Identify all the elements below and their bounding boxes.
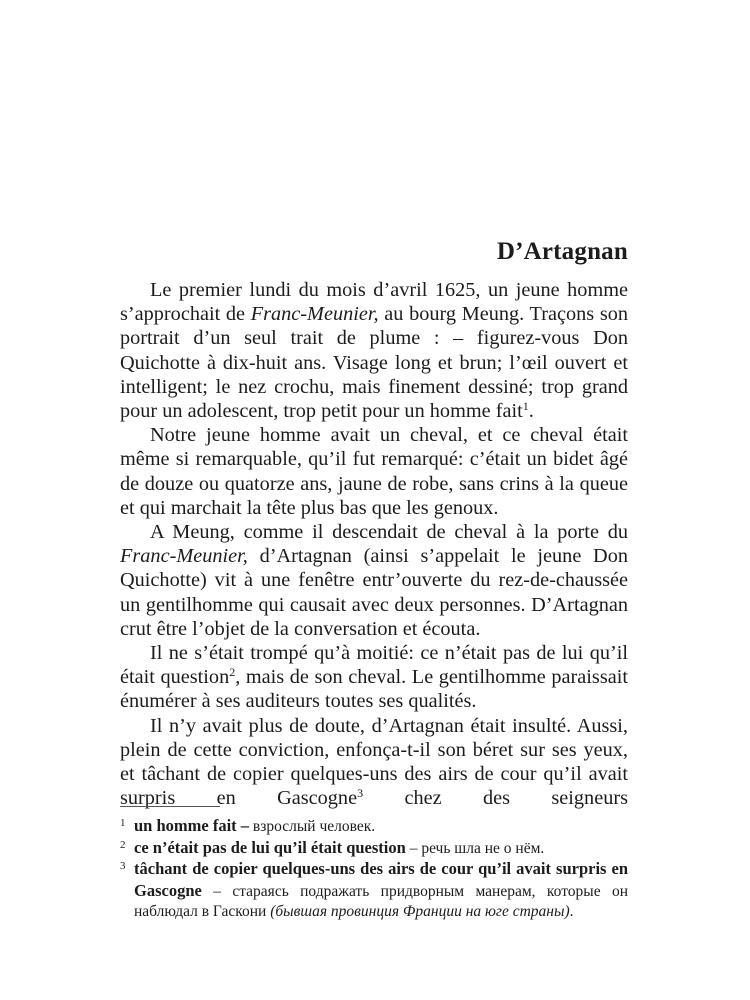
book-page: [120, 0, 628, 1000]
paragraph-5-text-a: Il n’y avait plus de doute, d’Artagnan était insulté. Aussi, plein de cette conviction, enfonça-t-il son béret sur ses yeux, et tâchant de copier quelques-uns des airs de cour qu’il avait surpris en Gascogne: [120, 714, 628, 810]
paragraph-3-italic: Franc-Meunier,: [120, 545, 248, 568]
footnote-text: – речь шла не о нём.: [405, 839, 545, 857]
footnote-text: взрослый человек.: [249, 818, 376, 835]
footnote-divider: [120, 806, 220, 807]
footnote-number: 1: [120, 817, 126, 829]
footnote-ref-2: 2: [229, 665, 236, 680]
paragraph-1-text-a: Le premier lundi du mois d’avril 1625, un jeune homme s’approchait de: [120, 279, 628, 326]
footnote-term: ce n’était pas de lui qu’il était question: [134, 837, 406, 857]
footnote-term: un homme fait –: [134, 816, 250, 835]
footnote-ref-3: 3: [357, 786, 364, 801]
paragraph-1-italic: Franc-Meunier,: [250, 303, 379, 326]
footnote-1: [120, 816, 628, 838]
footnote-tail: .: [569, 903, 574, 920]
footnote-number: 2: [120, 838, 126, 851]
paragraph-1-text-d: .: [528, 400, 534, 423]
paragraph-5: [120, 714, 628, 811]
paragraph-1-text-c: au bourg Meung. Traçons son portrait d’un seul trait de plume : – figurez-vous Don Quichotte à dix-huit ans. Visage long et brun; l’œil ouvert et intelligent; le nez crochu, mais finement dessiné; trop grand pour un adolescent, trop petit pour un homme fait: [120, 303, 628, 423]
footnote-term: tâchant de copier quelques-uns des airs de cour qu’il avait surpris en Gascogne: [134, 859, 628, 900]
footnote-number: 3: [120, 860, 126, 872]
paragraph-4-text-b: , mais de son cheval. Le gentilhomme paraissait énumérer à ses auditeurs toutes ses qualités.: [120, 666, 628, 713]
paragraph-4: [120, 641, 628, 714]
paragraph-4-text-a: Il ne s’était trompé qu’à moitié: ce n’était pas de lui qu’il était question: [120, 642, 628, 689]
footnote-italic: (бывшая провинция Франции на юге страны): [270, 903, 570, 920]
footnote-2: [120, 838, 628, 860]
footnote-3: [120, 859, 628, 923]
paragraph-1: [120, 278, 628, 423]
paragraph-3-text-a: A Meung, comme il descendait de cheval à la porte du: [150, 521, 628, 544]
footnote-ref-1: 1: [522, 399, 529, 414]
footnotes: [120, 816, 628, 923]
paragraph-3: [120, 520, 628, 641]
chapter-title: D’Artagnan: [496, 238, 628, 265]
paragraph-5-text-b: chez des seigneurs: [363, 787, 628, 810]
body-text: [120, 278, 628, 810]
footnote-text: – стараясь подражать придворным манерам, которые он наблюдал в Гаскони: [134, 882, 628, 920]
paragraph-2: Notre jeune homme avait un cheval, et ce cheval était même si remarquable, qu’il fut remarqué: c’était un bidet âgé de douze ou quatorze ans, jaune de robe, sans crins à la queue et qui marchait la tête plus bas que les genoux.: [120, 424, 628, 519]
paragraph-3-text-c: d’Artagnan (ainsi s’appelait le jeune Don Quichotte) vit à une fenêtre entr’ouverte du rez-de-chaussée un gentilhomme qui causait avec deux personnes. D’Artagnan crut être l’objet de la conversation et écouta.: [120, 545, 628, 640]
